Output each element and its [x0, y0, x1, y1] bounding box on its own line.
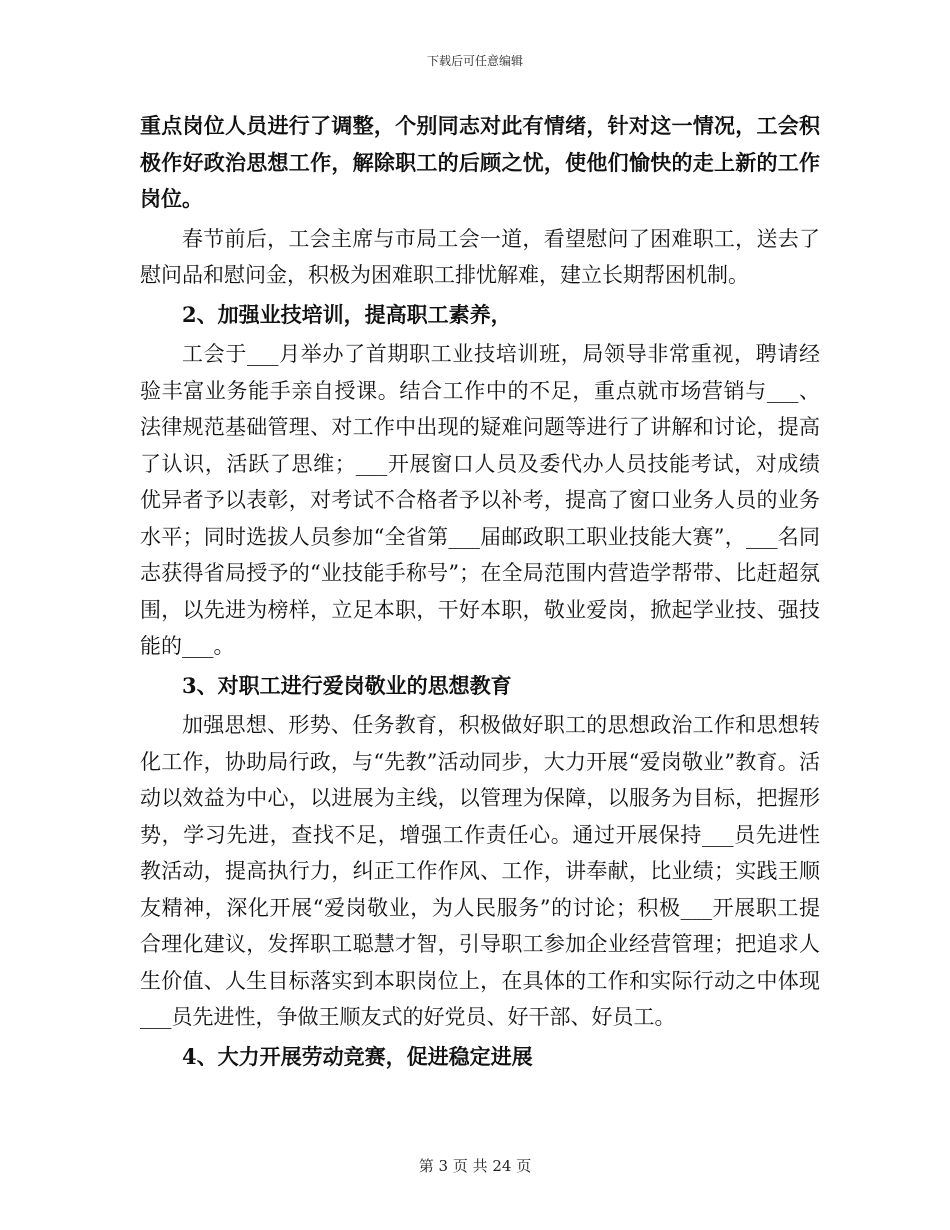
paragraph-education: 加强思想、形势、任务教育，积极做好职工的思想政治工作和思想转化工作，协助局行政，与“先教”活动同步，大力开展“爱岗敬业”教育。活动以效益为中心，以进展为主线，以管理为保障，以服务为目标，把握形势，学习先进，查找不足，增强工作责任心。通过开展保持___员先进性教活动，提高执行力，纠正工作作风、工作，讲奉献，比业绩；实践王顺友精神，深化开展“爱岗敬业，为人民服务”的讨论；积极___开展职工提合理化建议，发挥职工聪慧才智，引导职工参加企业经营管理；把追求人生价值、人生目标落实到本职岗位上，在具体的工作和实际行动之中体现___员先进性，争做王顺友式的好党员、好干部、好员工。 [140, 713, 820, 1029]
paragraph-continued: 重点岗位人员进行了调整，个别同志对此有情绪，针对这一情况，工会积极作好政治思想工作，解除职工的后顾之忧，使他们愉快的走上新的工作岗位。 [140, 113, 820, 211]
section-heading-3: 3、对职工进行爱岗敬业的思想教育 [182, 672, 512, 698]
document-body [140, 108, 820, 1075]
section-heading-4: 4、大力开展劳动竞赛，促进稳定进展 [182, 1043, 533, 1069]
page-footer: 第 3 页 共 24 页 [418, 1157, 532, 1175]
paragraph-spring-festival: 春节前后，工会主席与市局工会一道，看望慰问了困难职工，送去了慰问品和慰问金，积极为困难职工排忧解难，建立长期帮困机制。 [140, 226, 820, 287]
section-heading-2: 2、加强业技培训，提高职工素养， [182, 301, 512, 327]
page-header: 下载后可任意编辑 [426, 54, 523, 68]
paragraph-training: 工会于___月举办了首期职工业技培训班，局领导非常重视，聘请经验丰富业务能手亲自授课。结合工作中的不足，重点就市场营销与___、法律规范基础管理、对工作中出现的疑难问题等进行了讲解和讨论，提高了认识，活跃了思维；___开展窗口人员及委代办人员技能考试，对成绩优异者予以表彰，对考试不合格者予以补考，提高了窗口业务人员的业务水平；同时选拔人员参加“全省第___届邮政职工职业技能大赛”，___名同志获得省局授予的“业技能手称号”；在全局范围内营造学帮带、比赶超氛围，以先进为榜样，立足本职，干好本职，敬业爱岗，掀起学业技、强技能的___。 [140, 342, 820, 658]
